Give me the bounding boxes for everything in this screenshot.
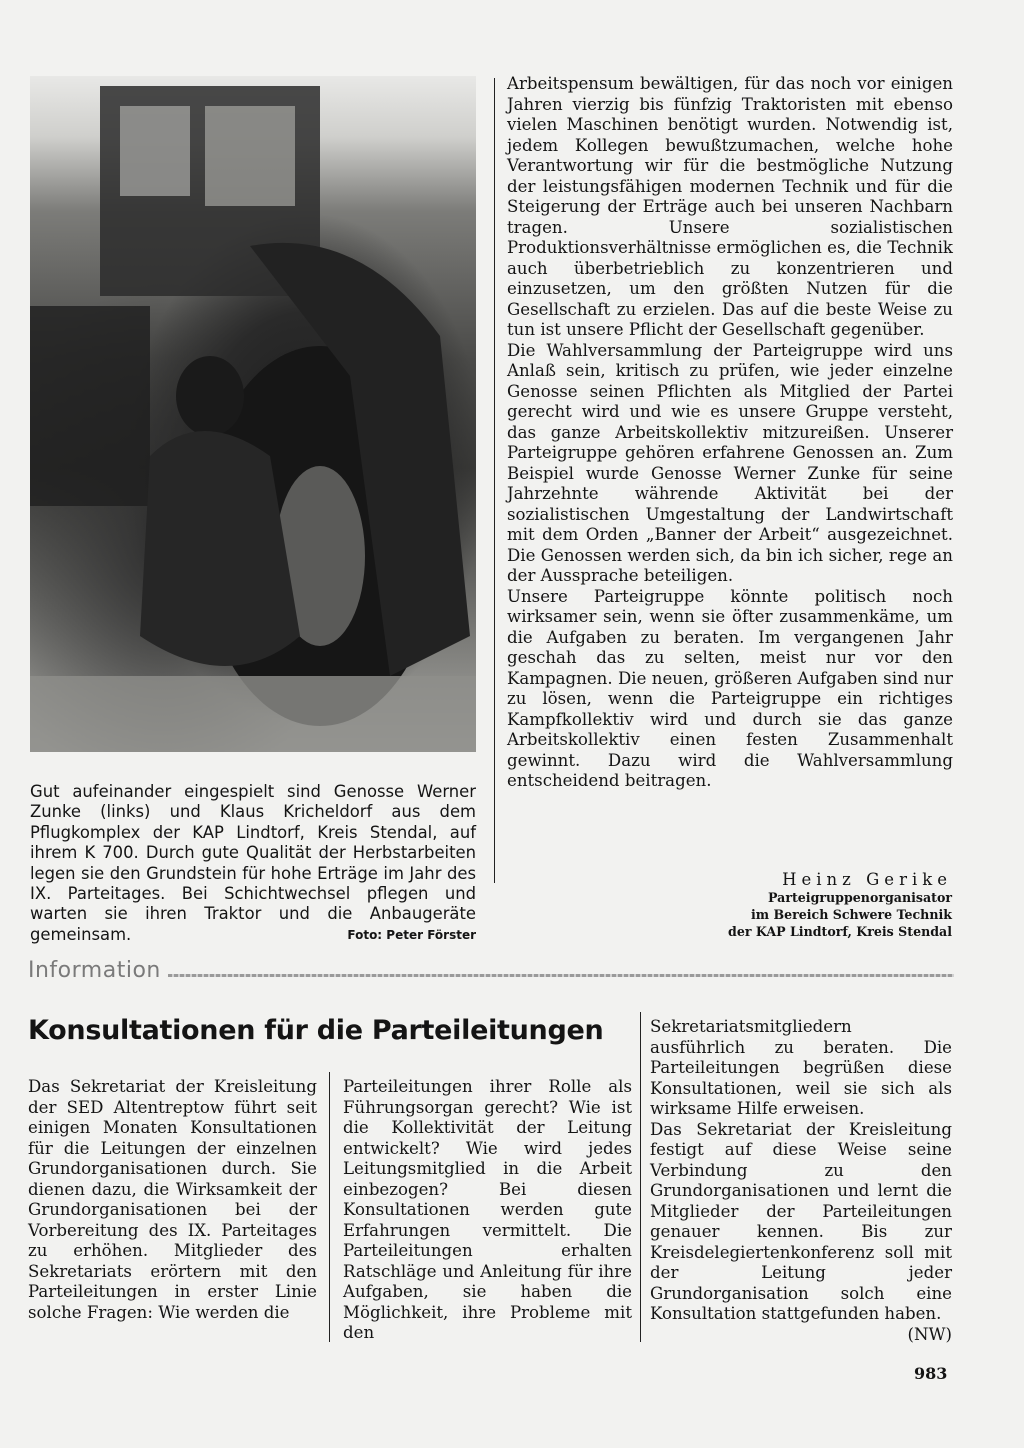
tractor-photo (30, 76, 476, 752)
author-signature (728, 870, 952, 940)
column-divider (640, 1012, 641, 1342)
article-column (650, 1017, 952, 1345)
paragraph: Sekretariatsmitgliedern ausführlich zu beraten. Die Parteileitungen begrüßen diese Konsultationen, weil sie sich als wirksame Hilfe erweisen. (650, 1017, 952, 1118)
paragraph: Unsere Parteigruppe könnte politisch noch wirksamer sein, wenn sie öfter zusammenkäme, um die Aufgaben zu beraten. Im vergangenen Jahr geschah das zu selten, meist nur vor den Kampagnen. Die neuen, größeren Aufgaben sind nur zu lösen, wenn die Parteigruppe ein richtiges Kampfkollektiv wird und durch sie das ganze Arbeitskollektiv einen festen Zusammenhalt gewinnt. Dazu wird die Wahlversammlung entscheidend beitragen. (507, 586, 953, 790)
author-role: der KAP Lindtorf, Kreis Stendal (728, 924, 952, 939)
author-name: Heinz Gerike (782, 870, 952, 889)
column-divider (494, 78, 495, 883)
photo-credit: Foto: Peter Förster (347, 928, 476, 942)
section-rule (168, 974, 954, 977)
author-role: im Bereich Schwere Technik (750, 907, 952, 922)
photo-caption: Gut aufeinander eingespielt sind Genosse Werner Zunke (links) und Klaus Kricheldorf aus dem Pflugkomplex der KAP Lindtorf, Kreis Stendal, auf ihrem K 700. Durch gute Qualität der Herbstarbeiten legen sie den Grundstein für hohe Erträge im Jahr des IX. Parteitages. Bei Schichtwechsel pflegen und warten sie ihren Traktor und die Anbaugeräte gemeinsam. (30, 782, 476, 944)
article-column: Parteileitungen ihrer Rolle als Führungsorgan gerecht? Wie ist die Kollektivität der Leitung entwickelt? Wie wird jedes Leitungsmitglied in die Arbeit einbezogen? Bei diesen Konsultationen werden gute Erfahrungen vermittelt. Die Parteileitungen erhalten Ratschläge und Anleitung für ihre Aufgaben, sie haben die Möglichkeit, ihre Probleme mit den (343, 1077, 632, 1342)
paragraph: Arbeitspensum bewältigen, für das noch vor einigen Jahren vierzig bis fünfzig Traktoristen mit ebenso vielen Maschinen benötigt wurden. Notwendig ist, jedem Kollegen bewußtzumachen, welche hohe Verantwortung wir für die bestmögliche Nutzung der leistungsfähigen modernen Technik und für die Steigerung der Erträge auch bei unseren Nachbarn tragen. Unsere sozialistischen Produktionsverhältnisse ermöglichen es, die Technik auch überbetrieblich zu konzentrieren und einzusetzen, um den größten Nutzen für die Gesellschaft zu erzielen. Das auf die beste Weise zu tun ist unsere Pflicht der Gesellschaft gegenüber. (507, 74, 953, 339)
tractor-illustration (30, 76, 476, 752)
author-role: Parteigruppenorganisator (768, 890, 952, 905)
column-divider (329, 1072, 330, 1342)
section-label: Information (28, 958, 161, 983)
paragraph-text: Das Sekretariat der Kreisleitung festigt auf diese Weise seine Verbindung zu den Grundorganisationen und lernt die Mitglieder der Parteileitungen genauer kennen. Bis zur Kreisdelegiertenkonferenz soll mit der Leitung jeder Grundorganisation solch eine Konsultation stattgefunden haben. (650, 1119, 952, 1323)
article-headline: Konsultationen für die Parteileitungen (28, 1015, 604, 1046)
paragraph: Die Wahlversammlung der Parteigruppe wird uns Anlaß sein, kritisch zu prüfen, wie jeder einzelne Genosse seinen Pflichten als Mitglied der Partei gerecht wird und wie es unsere Gruppe versteht, das ganze Arbeitskollektiv mitzureißen. Unserer Parteigruppe gehören erfahrene Genossen an. Zum Beispiel wurde Genosse Werner Zunke für seine Jahrzehnte währende Aktivität bei der sozialistischen Umgestaltung der Landwirtschaft mit dem Orden „Banner der Arbeit“ ausgezeichnet. Die Genossen werden sich, da bin ich sicher, rege an der Aussprache beteiligen. (507, 340, 953, 585)
page-number: 983 (914, 1364, 948, 1383)
author-initials: (NW) (907, 1324, 952, 1344)
article-continuation (507, 74, 953, 792)
article-column: Das Sekretariat der Kreisleitung der SED Altentreptow führt seit einigen Monaten Konsultationen für die Leitungen der einzelnen Grundorganisationen durch. Sie dienen dazu, die Wirksamkeit der Grundorganisationen bei der Vorbereitung des IX. Parteitages zu erhöhen. Mitglieder des Sekretariats erörtern mit den Parteileitungen in erster Linie solche Fragen: Wie werden die (28, 1077, 317, 1322)
paragraph (650, 1119, 952, 1344)
